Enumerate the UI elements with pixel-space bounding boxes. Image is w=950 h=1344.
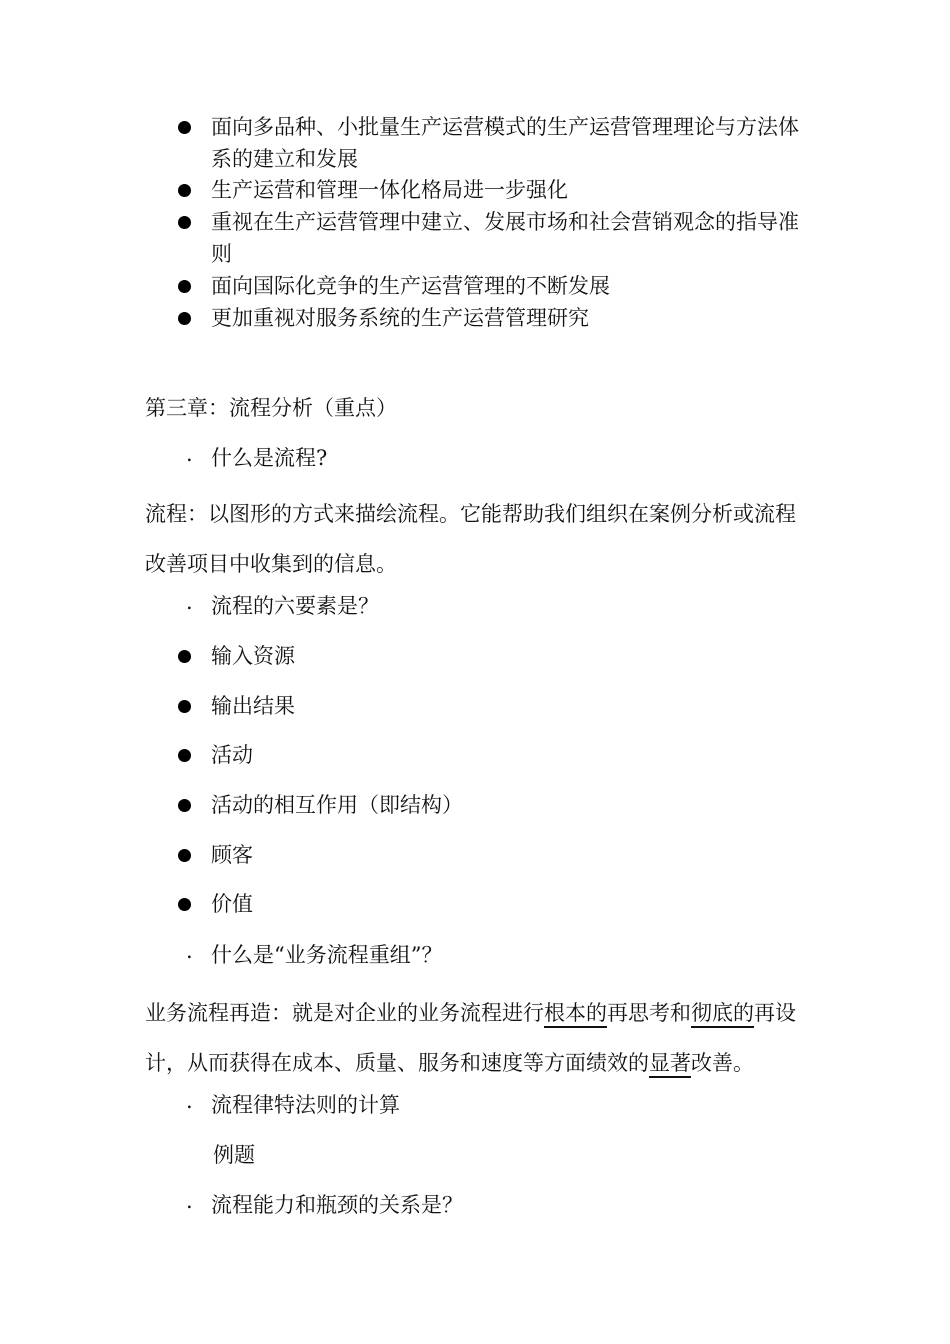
- element-item-1: 输入资源: [211, 644, 295, 668]
- question-little-law: 流程律特法则的计算: [211, 1093, 400, 1117]
- intro-bullet-1: 面向多品种、小批量生产运营模式的生产运营管理理论与方法体系的建立和发展: [211, 115, 799, 171]
- bpr-text-3: 再: [754, 1001, 775, 1025]
- bullet-icon: [178, 216, 191, 229]
- bullet-icon: [178, 898, 191, 911]
- bullet-icon: [178, 650, 191, 663]
- sub-point-marker: .: [186, 939, 193, 963]
- question-capacity-bottleneck: 流程能力和瓶颈的关系是？: [211, 1193, 463, 1217]
- sub-point-marker: .: [186, 590, 193, 614]
- element-item-4: 活动的相互作用（即结构）: [211, 793, 463, 817]
- question-what-is-process: 什么是流程?: [211, 446, 328, 470]
- intro-bullet-2: 生产运营和管理一体化格局进一步强化: [211, 178, 568, 202]
- element-item-2: 输出结果: [211, 694, 295, 718]
- sub-point-marker: .: [186, 1189, 193, 1213]
- question-six-elements: 流程的六要素是？: [211, 594, 379, 618]
- underlined-thorough: 彻底的: [691, 1001, 754, 1025]
- bpr-text-2: 再思考和: [607, 1001, 691, 1025]
- bpr-text-1: 业务流程再造：就是对企业的业务流程进行: [145, 1001, 544, 1025]
- bullet-icon: [178, 749, 191, 762]
- bullet-icon: [178, 312, 191, 325]
- process-definition: 流程：以图形的方式来描绘流程。它能帮助我们组织在案例分析或流程改善项目中收集到的信息。: [145, 502, 796, 576]
- bpr-text-5: 改善。: [691, 1051, 754, 1075]
- intro-bullet-5: 更加重视对服务系统的生产运营管理研究: [211, 306, 589, 330]
- bullet-icon: [178, 849, 191, 862]
- intro-bullet-4: 面向国际化竞争的生产运营管理的不断发展: [211, 274, 610, 298]
- example-label: 例题: [213, 1143, 255, 1167]
- sub-point-marker: .: [186, 1089, 193, 1113]
- bullet-icon: [178, 280, 191, 293]
- question-bpr: 什么是“业务流程重组”？: [211, 943, 443, 967]
- element-item-5: 顾客: [211, 843, 253, 867]
- element-item-3: 活动: [211, 743, 253, 767]
- underlined-significant: 显著: [649, 1051, 691, 1075]
- underlined-fundamental: 根本的: [544, 1001, 607, 1025]
- element-item-6: 价值: [211, 892, 253, 916]
- bpr-text-4: 设计，从而获得在成本、质量、服务和速度等方面绩效的: [145, 1001, 796, 1075]
- bullet-icon: [178, 799, 191, 812]
- bullet-icon: [178, 184, 191, 197]
- bullet-icon: [178, 700, 191, 713]
- intro-bullet-3: 重视在生产运营管理中建立、发展市场和社会营销观念的指导准则: [211, 210, 799, 266]
- sub-point-marker: .: [186, 442, 193, 466]
- bpr-definition: [145, 988, 813, 1088]
- bullet-icon: [178, 121, 191, 134]
- chapter-title: 第三章：流程分析（重点）: [145, 396, 397, 420]
